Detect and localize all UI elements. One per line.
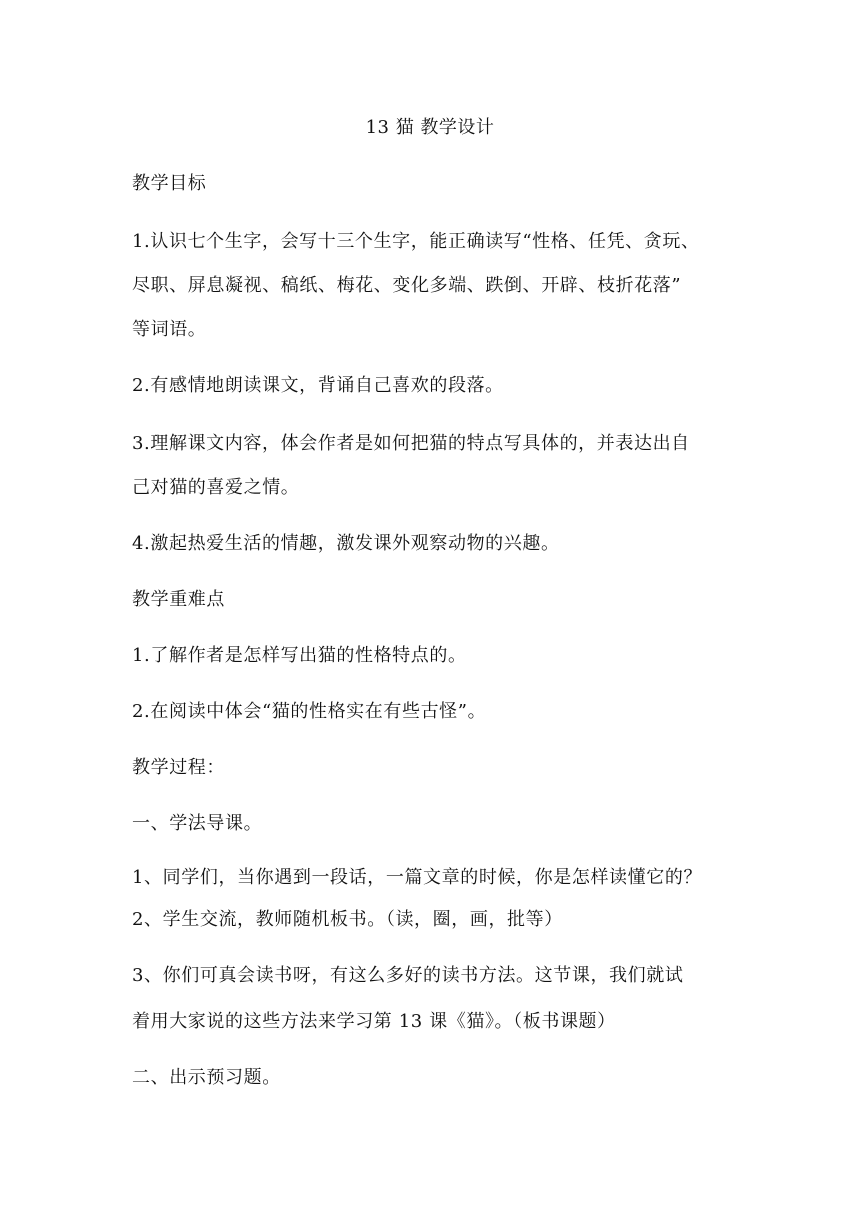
paragraph-line: 3、你们可真会读书呀，有这么多好的读书方法。这节课，我们就试 bbox=[132, 965, 684, 986]
section-heading-key-points: 教学重难点 bbox=[132, 589, 225, 610]
paragraph-line: 2.有感情地朗读课文，背诵自己喜欢的段落。 bbox=[132, 375, 504, 396]
paragraph-line: 1.认识七个生字，会写十三个生字，能正确读写“性格、任凭、贪玩、 bbox=[132, 231, 700, 252]
paragraph-line: 1、同学们，当你遇到一段话，一篇文章的时候，你是怎样读懂它的？ bbox=[132, 867, 703, 888]
section-heading-process: 教学过程： bbox=[132, 757, 225, 778]
section-heading-objectives: 教学目标 bbox=[132, 173, 207, 194]
paragraph-line: 己对猫的喜爱之情。 bbox=[132, 477, 300, 498]
paragraph-line: 2、学生交流，教师随机板书。（读，圈，画，批等） bbox=[132, 909, 563, 930]
paragraph-line: 1.了解作者是怎样写出猫的性格特点的。 bbox=[132, 645, 467, 666]
paragraph-line: 尽职、屏息凝视、稿纸、梅花、变化多端、跌倒、开辟、枝折花落” bbox=[132, 275, 682, 296]
paragraph-line: 着用大家说的这些方法来学习第 13 课《猫》。（板书课题） bbox=[132, 1011, 616, 1032]
paragraph-line: 二、出示预习题。 bbox=[132, 1067, 281, 1088]
paragraph-line: 3.理解课文内容，体会作者是如何把猫的特点写具体的，并表达出自 bbox=[132, 433, 690, 454]
document-title: 13 猫 教学设计 bbox=[365, 117, 495, 138]
paragraph-line: 4.激起热爱生活的情趣，激发课外观察动物的兴趣。 bbox=[132, 533, 560, 554]
paragraph-line: 一、学法导课。 bbox=[132, 813, 263, 834]
paragraph-line: 2.在阅读中体会“猫的性格实在有些古怪”。 bbox=[132, 701, 487, 722]
paragraph-line: 等词语。 bbox=[132, 319, 207, 340]
